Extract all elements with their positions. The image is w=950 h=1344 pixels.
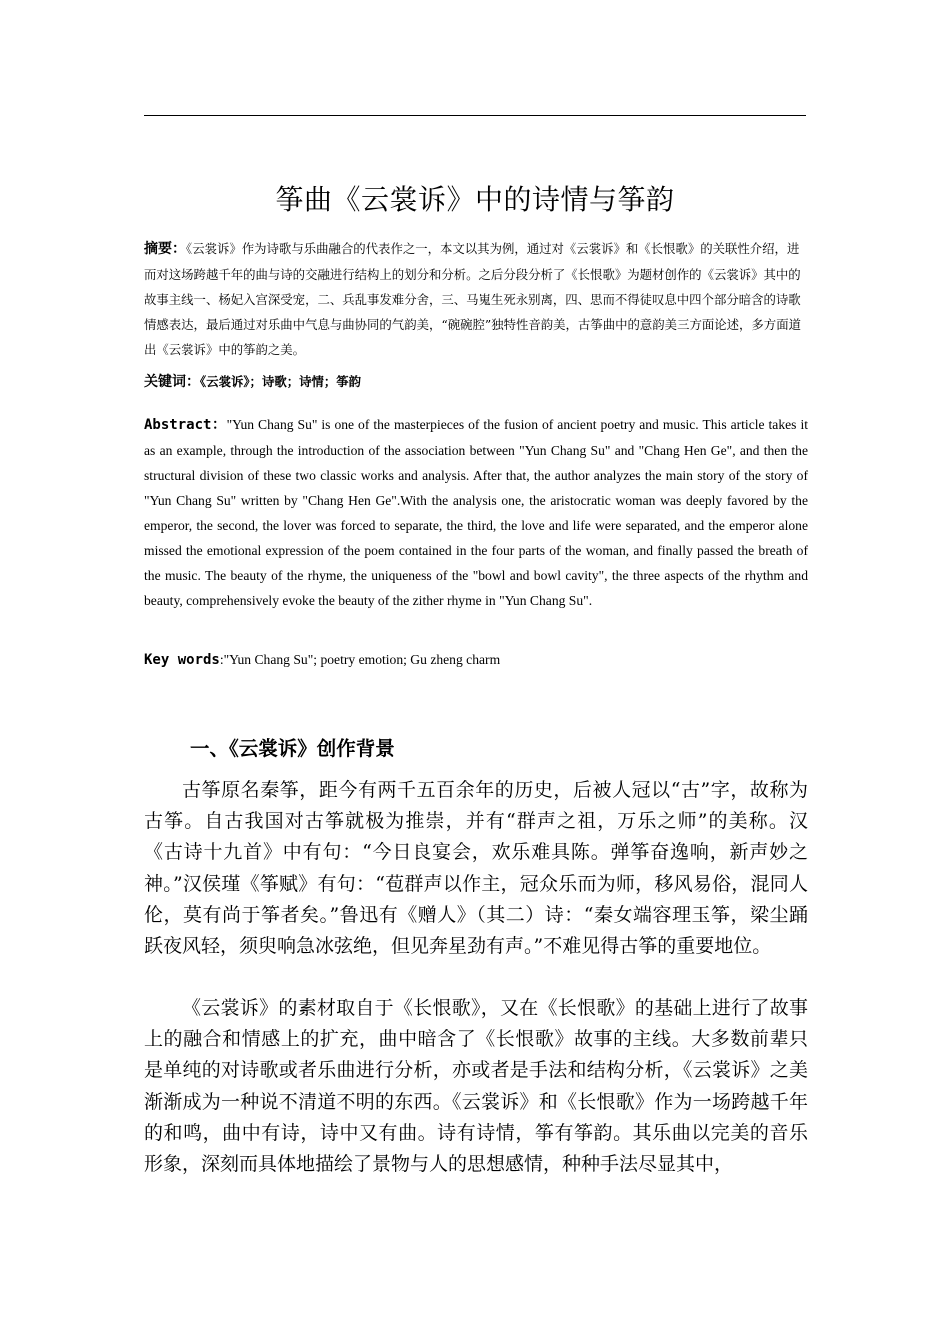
section-heading: 一、《云裳诉》创作背景 (190, 737, 395, 760)
keywords-en-label: Key words (144, 652, 220, 668)
paper-title: 筝曲《云裳诉》中的诗情与筝韵 (275, 183, 675, 216)
paragraph-text: 《云裳诉》的素材取自于《长恨歌》，又在《长恨歌》的基础上进行了故事上的融合和情感上的扩充，曲中暗含了《长恨歌》故事的主线。大多数前辈只是单纯的对诗歌或者乐曲进行分析，亦或者是手法和结构分析，《云裳诉》之美渐渐成为一种说不清道不明的东西。《云裳诉》和《长恨歌》作为一场跨越千年的和鸣，曲中有诗，诗中又有曲。诗有诗情，筝有筝韵。其乐曲以完美的音乐形象，深刻而具体地描绘了景物与人的思想感情，种种手法尽显其中， (144, 997, 808, 1176)
header-rule (144, 115, 806, 116)
keywords-cn-text: 《云裳诉》；诗歌；诗情；筝韵 (200, 374, 362, 389)
body-paragraph-1 (144, 775, 808, 962)
paragraph-text: 古筝原名秦筝，距今有两千五百余年的历史，后被人冠以“古”字，故称为古筝。自古我国对古筝就极为推崇，并有“群声之祖，万乐之师”的美称。汉《古诗十九首》中有句：“今日良宴会，欢乐难具陈。弹筝奋逸响，新声妙之神。”汉侯瑾《筝赋》有句：“苞群声以作主，冠众乐而为师，移风易俗，混同人伦，莫有尚于筝者矣。”鲁迅有《赠人》（其二）诗：“秦女端容理玉筝，梁尘踊跃夜风轻，须臾响急冰弦绝，但见奔星劲有声。”不难见得古筝的重要地位。 (144, 779, 808, 958)
keywords-en (144, 650, 808, 670)
body-paragraph-2 (144, 993, 808, 1180)
abstract-en (144, 412, 808, 613)
abstract-en-label: Abstract： (144, 417, 227, 433)
keywords-en-text: :"Yun Chang Su"; poetry emotion; Gu zheng charm (219, 652, 501, 667)
keywords-cn-label: 关键词： (144, 374, 200, 390)
abstract-cn (144, 236, 808, 362)
abstract-cn-label: 摘要： (144, 241, 186, 257)
abstract-en-text: "Yun Chang Su" is one of the masterpieces of the fusion of ancient poetry and music. This article takes it as an example, through the introduction of the association between "Yun Chang Su" and "Chang Hen Ge", and then the structural division of these two classic works and analysis. After that, the author analyzes the main story of the story of "Yun Chang Su" written by "Chang Hen Ge".With the analysis one, the aristocratic woman was deeply favored by the emperor, the second, the lover was forced to separate, the third, the love and life were separated, and the emperor alone missed the emotional expression of the poem contained in the four parts of the woman, and finally passed the breath of the music. The beauty of the rhyme, the uniqueness of the "bowl and bowl cavity", the three aspects of the rhythm and beauty, comprehensively evoke the beauty of the zither rhyme in "Yun Chang Su". (144, 417, 808, 608)
keywords-cn (144, 372, 808, 392)
abstract-cn-text: 《云裳诉》作为诗歌与乐曲融合的代表作之一，本文以其为例，通过对《云裳诉》和《长恨歌》的关联性介绍，进而对这场跨越千年的曲与诗的交融进行结构上的划分和分析。之后分段分析了《长恨歌》为题材创作的《云裳诉》其中的故事主线一、杨妃入宫深受宠，二、兵乱事发难分舍，三、马嵬生死永别离，四、思而不得徒叹息中四个部分暗含的诗歌情感表达，最后通过对乐曲中气息与曲协同的气韵美，“碗碗腔”独特性音韵美，古筝曲中的意韵美三方面论述，多方面道出《云裳诉》中的筝韵之美。 (144, 241, 801, 357)
